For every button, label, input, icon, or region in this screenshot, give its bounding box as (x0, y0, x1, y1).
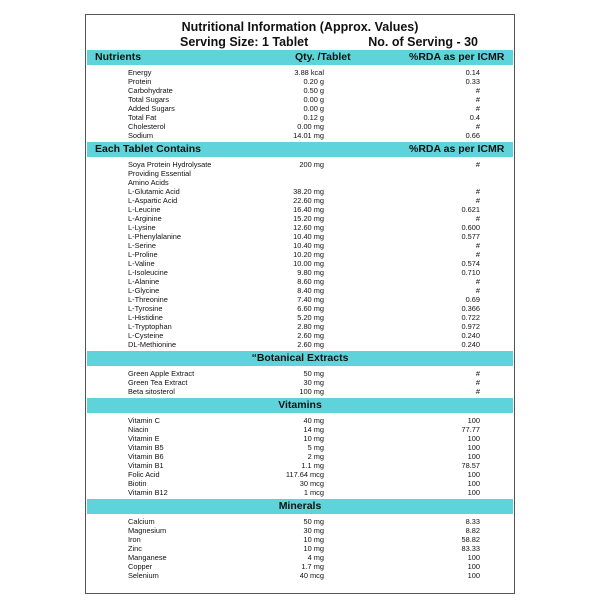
row-name: Vitamin B5 (128, 443, 164, 452)
row-name: L-Tyrosine (128, 304, 163, 313)
row-qty: 8.40 mg (297, 286, 324, 295)
table-row (86, 488, 514, 497)
botanical-title: “Botanical Extracts (251, 352, 349, 364)
row-name: Green Tea Extract (128, 378, 188, 387)
row-name: Biotin (128, 479, 147, 488)
row-rda: 100 (467, 562, 480, 571)
row-name: Selenium (128, 571, 159, 580)
tablet-col-name: Each Tablet Contains (95, 143, 201, 155)
table-row (86, 169, 514, 178)
row-qty: 4 mg (307, 553, 324, 562)
row-rda: # (475, 196, 480, 205)
table-row (86, 205, 514, 214)
row-rda: # (475, 369, 480, 378)
table-row (86, 286, 514, 295)
row-rda: # (475, 187, 480, 196)
nutrients-col-qty: Qty. /Tablet (295, 51, 351, 63)
row-qty: 117.64 mcg (285, 470, 324, 479)
row-rda: 0.66 (465, 131, 480, 140)
table-row (86, 479, 514, 488)
row-name: L-Aspartic Acid (128, 196, 178, 205)
nutrients-rows (86, 65, 514, 142)
tablet-rows (86, 157, 514, 351)
row-rda: 100 (467, 452, 480, 461)
table-row (86, 340, 514, 349)
row-name: Total Sugars (128, 95, 170, 104)
table-row (86, 544, 514, 553)
row-name: L-Threonine (128, 295, 168, 304)
row-rda: # (475, 122, 480, 131)
row-rda: 100 (467, 470, 480, 479)
row-qty: 30 mg (303, 378, 324, 387)
table-row (86, 259, 514, 268)
row-name: Total Fat (128, 113, 157, 122)
row-rda: 100 (467, 443, 480, 452)
row-name: Cholesterol (128, 122, 166, 131)
row-qty: 40 mcg (299, 571, 324, 580)
row-qty: 5.20 mg (297, 313, 324, 322)
table-row (86, 268, 514, 277)
row-name: Amino Acids (128, 178, 169, 187)
row-rda: 0.69 (465, 295, 480, 304)
table-row (86, 313, 514, 322)
row-name: L-Lysine (128, 223, 156, 232)
row-qty: 7.40 mg (297, 295, 324, 304)
minerals-rows (86, 514, 514, 582)
row-qty: 16.40 mg (293, 205, 324, 214)
row-name: Providing Essential (128, 169, 191, 178)
botanical-rows (86, 366, 514, 398)
row-qty: 5 mg (307, 443, 324, 452)
vitamins-header (87, 398, 513, 413)
row-rda: # (475, 250, 480, 259)
number-of-servings: No. of Serving - 30 (368, 35, 478, 49)
table-row (86, 232, 514, 241)
row-qty: 10.40 mg (293, 232, 324, 241)
row-qty: 22.60 mg (293, 196, 324, 205)
table-row (86, 425, 514, 434)
row-qty: 2.60 mg (297, 331, 324, 340)
row-rda: 78.57 (461, 461, 480, 470)
row-name: Copper (128, 562, 153, 571)
row-name: Vitamin B12 (128, 488, 168, 497)
row-name: Vitamin E (128, 434, 160, 443)
row-rda: 0.33 (465, 77, 480, 86)
row-name: Green Apple Extract (128, 369, 195, 378)
botanical-header (87, 351, 513, 366)
row-name: Zinc (128, 544, 142, 553)
row-name: L-Glutamic Acid (128, 187, 180, 196)
row-name: Vitamin B1 (128, 461, 164, 470)
row-qty: 0.00 mg (297, 122, 324, 131)
row-name: L-Phenylalanine (128, 232, 182, 241)
table-row (86, 241, 514, 250)
nutrients-col-name: Nutrients (95, 51, 142, 63)
row-name: DL-Methionine (128, 340, 177, 349)
table-row (86, 250, 514, 259)
row-name: L-Serine (128, 241, 156, 250)
table-row (86, 322, 514, 331)
row-name: Added Sugars (128, 104, 175, 113)
tablet-header (87, 142, 513, 157)
row-rda: 0.240 (461, 340, 480, 349)
row-rda: 100 (467, 434, 480, 443)
nutrition-panel (85, 14, 515, 594)
row-rda: 100 (467, 488, 480, 497)
nutrients-header (87, 50, 513, 65)
table-row (86, 277, 514, 286)
row-rda: # (475, 378, 480, 387)
row-name: Beta sitosterol (128, 387, 175, 396)
row-name: L-Glycine (128, 286, 160, 295)
row-qty: 15.20 mg (293, 214, 324, 223)
table-row (86, 77, 514, 86)
table-row (86, 86, 514, 95)
row-qty: 6.60 mg (297, 304, 324, 313)
row-name: Vitamin C (128, 416, 160, 425)
row-name: L-Leucine (128, 205, 161, 214)
table-row (86, 122, 514, 131)
vitamins-rows (86, 413, 514, 499)
row-qty: 100 mg (299, 387, 324, 396)
row-name: L-Isoleucine (128, 268, 168, 277)
row-name: L-Alanine (128, 277, 160, 286)
row-name: Protein (128, 77, 152, 86)
row-qty: 1 mcg (303, 488, 324, 497)
row-name: Magnesium (128, 526, 167, 535)
row-qty: 10.40 mg (293, 241, 324, 250)
table-row (86, 571, 514, 580)
table-row (86, 470, 514, 479)
row-rda: 83.33 (461, 544, 480, 553)
table-row (86, 214, 514, 223)
row-rda: 0.574 (461, 259, 480, 268)
row-rda: 100 (467, 571, 480, 580)
table-row (86, 187, 514, 196)
row-name: Soya Protein Hydrolysate (128, 160, 212, 169)
row-qty: 2.60 mg (297, 340, 324, 349)
table-row (86, 113, 514, 122)
row-qty: 9.80 mg (297, 268, 324, 277)
row-rda: # (475, 86, 480, 95)
row-name: Niacin (128, 425, 149, 434)
row-rda: # (475, 286, 480, 295)
panel-title: Nutritional Information (Approx. Values) (181, 20, 419, 34)
row-qty: 30 mcg (299, 479, 324, 488)
row-name: L-Valine (128, 259, 155, 268)
table-row (86, 369, 514, 378)
row-rda: 77.77 (461, 425, 480, 434)
row-rda: 100 (467, 479, 480, 488)
row-qty: 2.80 mg (297, 322, 324, 331)
row-qty: 3.88 kcal (294, 68, 324, 77)
row-qty: 40 mg (303, 416, 324, 425)
row-name: L-Arginine (128, 214, 162, 223)
row-rda: # (475, 104, 480, 113)
row-qty: 200 mg (299, 160, 324, 169)
table-row (86, 295, 514, 304)
row-rda: 0.621 (461, 205, 480, 214)
row-rda: # (475, 277, 480, 286)
table-row (86, 378, 514, 387)
row-qty: 1.1 mg (301, 461, 324, 470)
table-row (86, 553, 514, 562)
row-rda: 0.972 (461, 322, 480, 331)
tablet-col-rda: %RDA as per ICMR (409, 143, 505, 155)
table-row (86, 517, 514, 526)
table-row (86, 416, 514, 425)
row-name: L-Cysteine (128, 331, 164, 340)
row-rda: # (475, 387, 480, 396)
row-rda: # (475, 95, 480, 104)
row-name: L-Histidine (128, 313, 163, 322)
serving-line (86, 35, 514, 50)
table-row (86, 562, 514, 571)
row-name: Calcium (128, 517, 155, 526)
row-qty: 10.20 mg (293, 250, 324, 259)
row-rda: 0.240 (461, 331, 480, 340)
row-rda: # (475, 214, 480, 223)
row-name: Folic Acid (128, 470, 160, 479)
table-row (86, 434, 514, 443)
minerals-header (87, 499, 513, 514)
row-rda: 0.366 (461, 304, 480, 313)
row-rda: 0.14 (465, 68, 480, 77)
table-row (86, 304, 514, 313)
table-row (86, 131, 514, 140)
table-row (86, 331, 514, 340)
nutrients-col-rda: %RDA as per ICMR (409, 51, 505, 63)
table-row (86, 196, 514, 205)
table-row (86, 387, 514, 396)
row-rda: 100 (467, 416, 480, 425)
row-qty: 8.60 mg (297, 277, 324, 286)
table-row (86, 68, 514, 77)
row-rda: 8.33 (465, 517, 480, 526)
table-row (86, 223, 514, 232)
row-qty: 14.01 mg (293, 131, 324, 140)
row-qty: 0.20 g (303, 77, 324, 86)
row-qty: 2 mg (307, 452, 324, 461)
table-row (86, 443, 514, 452)
row-name: Sodium (128, 131, 154, 140)
row-rda: 8.82 (465, 526, 480, 535)
row-rda: 0.4 (469, 113, 480, 122)
vitamins-title: Vitamins (278, 399, 322, 411)
minerals-title: Minerals (278, 500, 322, 512)
row-qty: 10 mg (303, 544, 324, 553)
row-rda: 0.722 (461, 313, 480, 322)
row-rda: 100 (467, 553, 480, 562)
row-qty: 30 mg (303, 526, 324, 535)
row-qty: 10.00 mg (293, 259, 324, 268)
row-qty: 10 mg (303, 535, 324, 544)
table-row (86, 104, 514, 113)
row-name: L-Proline (128, 250, 158, 259)
row-qty: 1.7 mg (301, 562, 324, 571)
row-name: L-Tryptophan (128, 322, 172, 331)
row-qty: 0.00 g (303, 95, 324, 104)
row-qty: 10 mg (303, 434, 324, 443)
table-row (86, 160, 514, 169)
table-row (86, 461, 514, 470)
row-qty: 0.12 g (303, 113, 324, 122)
row-name: Carbohydrate (128, 86, 173, 95)
row-qty: 0.00 g (303, 104, 324, 113)
row-rda: 58.82 (461, 535, 480, 544)
row-rda: 0.577 (461, 232, 480, 241)
row-qty: 12.60 mg (293, 223, 324, 232)
row-name: Energy (128, 68, 152, 77)
table-row (86, 95, 514, 104)
row-rda: 0.710 (461, 268, 480, 277)
table-row (86, 452, 514, 461)
row-rda: 0.600 (461, 223, 480, 232)
row-qty: 0.50 g (303, 86, 324, 95)
row-rda: # (475, 241, 480, 250)
row-qty: 14 mg (303, 425, 324, 434)
row-qty: 38.20 mg (293, 187, 324, 196)
row-name: Vitamin B6 (128, 452, 164, 461)
row-qty: 50 mg (303, 369, 324, 378)
table-row (86, 535, 514, 544)
row-qty: 50 mg (303, 517, 324, 526)
table-row (86, 178, 514, 187)
row-name: Iron (128, 535, 141, 544)
table-row (86, 526, 514, 535)
row-rda: # (475, 160, 480, 169)
row-name: Manganese (128, 553, 167, 562)
serving-size: Serving Size: 1 Tablet (180, 35, 309, 49)
